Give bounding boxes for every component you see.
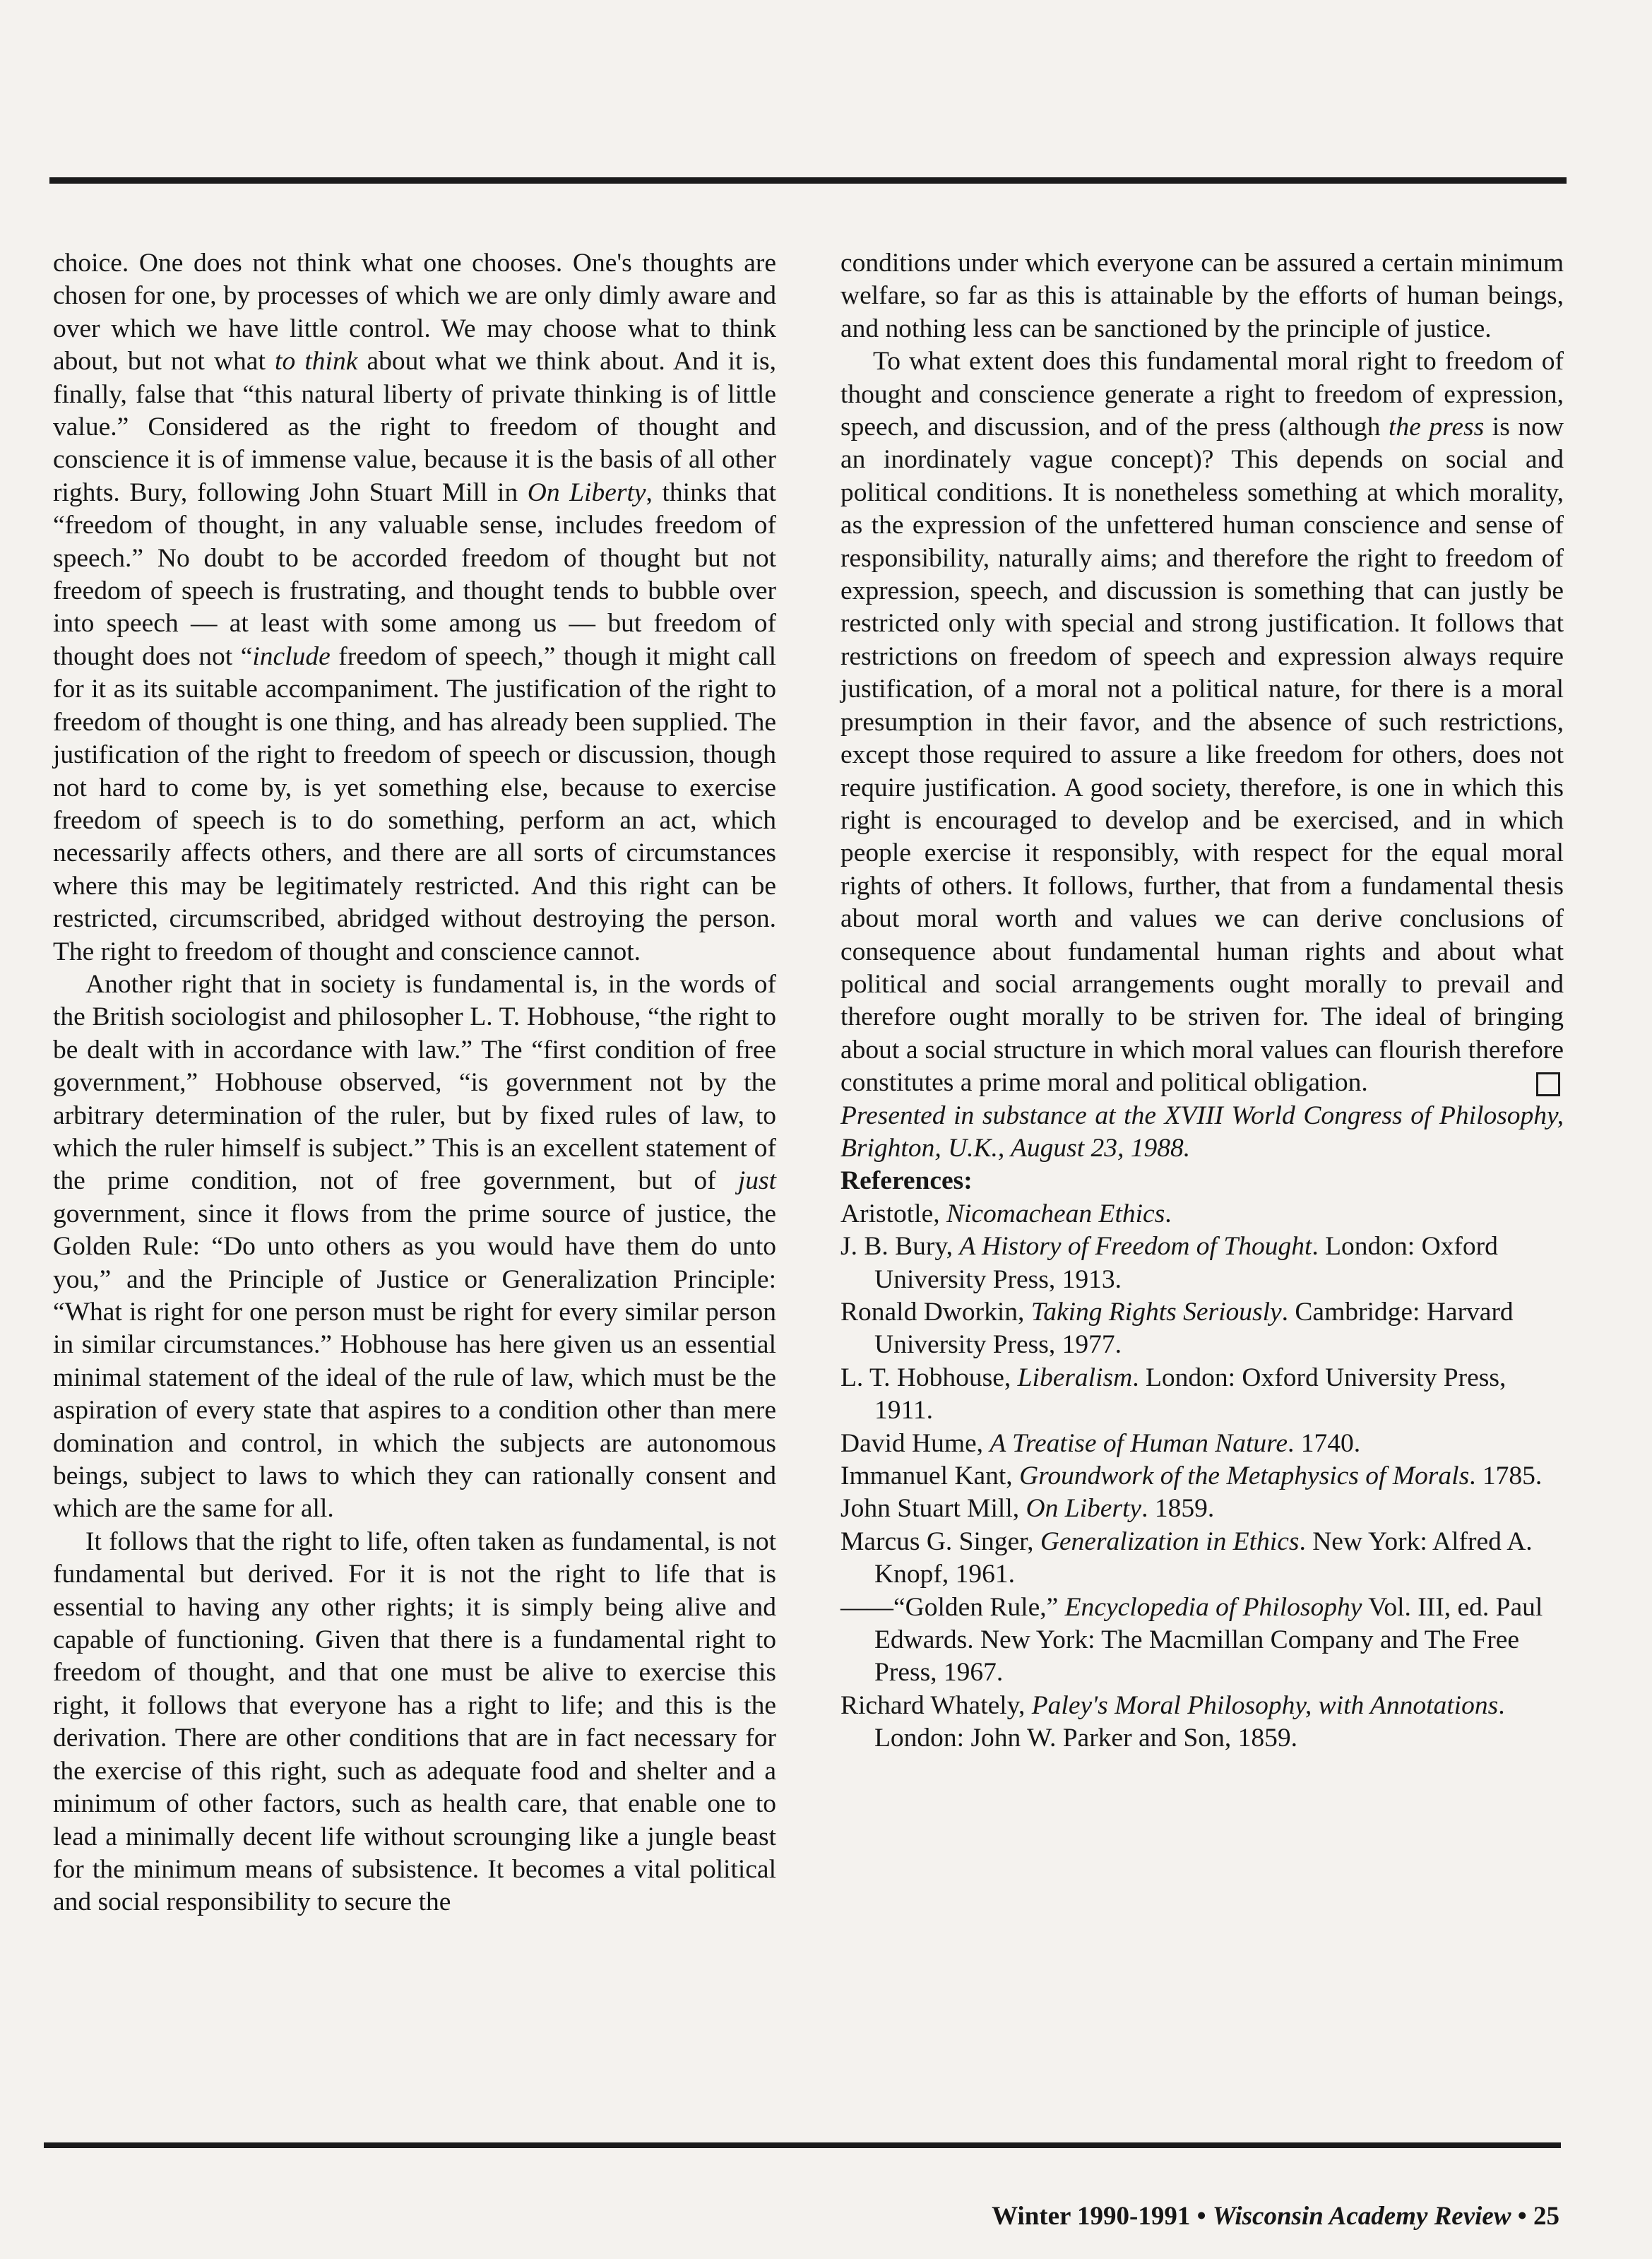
left-paragraph-2: Another right that in society is fundamental is, in the words of the British sociologist and philosopher L. T. Hobhouse, “the right to be dealt with in accordance with law.” The “first condition of free government,” Hobhouse observed, “is government not by the arbitrary determination of the ruler, but by fixed rules of law, to which the ruler himself is subject.” This is an excellent statement of the prime condition, not of free government, but of just government, since it flows from the prime source of justice, the Golden Rule: “Do unto others as you would have them do unto you,” and the Principle of Justice or Generalization Principle: “What is right for one person must be right for every similar person in similar circumstances.” Hobhouse has here given us an essential minimal statement of the ideal of the rule of law, which must be the aspiration of every state that aspires to a condition other than mere domination and control, in which the subjects are autonomous beings, subject to laws to which they can rationally consent and which are the same for all. xyxy=(53,969,776,1524)
top-rule xyxy=(49,177,1567,184)
page-number: 25 xyxy=(1533,2202,1559,2231)
right-paragraph-2: To what extent does this fundamental moral right to freedom of thought and conscience generate a right to freedom of expression, speech, and discussion, and of the press (although the press is now an inordinately vague concept)? This depends on social and political conditions. It is nonetheless something at which morality, as the expression of the unfettered human conscience and sense of responsibility, naturally aims; and therefore the right to freedom of expression, speech, and discussion is something that can justly be restricted only with special and strong justification. It follows that restrictions on freedom of speech and expression always require justification, of a moral not a political nature, for there is a moral presumption in their favor, and the absence of such restrictions, except those required to assure a like freedom for others, does not require justification. A good society, therefore, is one in which this right is encouraged to develop and be exercised, and in which people exercise it responsibly, with respect for the equal moral rights of others. It follows, further, that from a fundamental thesis about moral worth and values we can derive conclusions of consequence about fundamental human rights and about what political and social arrangements ought morally to prevail and therefore ought morally to be striven for. The ideal of bringing about a social structure in which moral values can flourish therefore constitutes a prime moral and political obligation. xyxy=(840,347,1564,1098)
references-heading: References: xyxy=(840,1166,973,1196)
reference-item: Richard Whately, Paley's Moral Philosophy, with Annotations. London: John W. Parker and Son, 1859. xyxy=(840,1690,1505,1753)
reference-item: ——“Golden Rule,” Encyclopedia of Philosophy Vol. III, ed. Paul Edwards. New York: The Macmillan Company and The Free Press, 1967. xyxy=(840,1592,1543,1688)
reference-item: J. B. Bury, A History of Freedom of Thought. London: Oxford University Press, 1913. xyxy=(840,1232,1498,1294)
reference-item: John Stuart Mill, On Liberty. 1859. xyxy=(840,1494,1215,1524)
reference-item: Aristotle, Nicomachean Ethics. xyxy=(840,1199,1172,1228)
right-column xyxy=(840,247,1564,1755)
left-column xyxy=(53,247,776,1919)
references-list xyxy=(840,1198,1564,1755)
page-footer: Winter 1990-1991 • Wisconsin Academy Review • 25 xyxy=(992,2202,1559,2231)
reference-item: David Hume, A Treatise of Human Nature. 1740. xyxy=(840,1428,1361,1458)
reference-item: Marcus G. Singer, Generalization in Ethics. New York: Alfred A. Knopf, 1961. xyxy=(840,1526,1533,1589)
presentation-note: Presented in substance at the XVIII World Congress of Philosophy, Brighton, U.K., August 23, 1988. xyxy=(840,1101,1564,1163)
right-paragraph-1: conditions under which everyone can be assured a certain minimum welfare, so far as this is attainable by the efforts of human beings, and nothing less can be sanctioned by the principle of justice. xyxy=(840,249,1564,343)
left-paragraph-1: choice. One does not think what one chooses. One's thoughts are chosen for one, by processes of which we are only dimly aware and over which we have little control. We may choose what to think about, but not what to think about what we think about. And it is, finally, false that “this natural liberty of private thinking is of little value.” Considered as the right to freedom of thought and conscience it is of immense value, because it is the basis of all other rights. Bury, following John Stuart Mill in On Liberty, thinks that “freedom of thought, in any valuable sense, includes freedom of speech.” No doubt to be accorded freedom of thought but not freedom of speech is frustrating, and thought tends to bubble over into speech — at least with some among us — but freedom of thought does not “include freedom of speech,” though it might call for it as its suitable accompaniment. The justification of the right to freedom of thought is one thing, and has already been supplied. The justification of the right to freedom of speech or discussion, though not hard to come by, is yet something else, because to exercise freedom of speech is to do something, perform an act, which necessarily affects others, and there are all sorts of circumstances where this may be legitimately restricted. And this right can be restricted, circumscribed, abridged without destroying the person. The right to freedom of thought and conscience cannot. xyxy=(53,249,777,966)
reference-item: Ronald Dworkin, Taking Rights Seriously. Cambridge: Harvard University Press, 1977. xyxy=(840,1298,1514,1360)
left-paragraph-3: It follows that the right to life, often taken as fundamental, is not fundamental but derived. For it is not the right to life that is essential to having any other rights; it is simply being alive and capable of functioning. Given that there is a fundamental right to freedom of thought, and that one must be alive to exercise this right, it follows that everyone has a right to life; and this is the derivation. There are other conditions that are in fact necessary for the exercise of this right, such as adequate food and shelter and a minimum of other factors, such as health care, that enable one to lead a minimally decent life without scrounging like a jungle beast for the minimum means of subsistence. It becomes a vital political and social responsibility to secure the xyxy=(53,1526,776,1917)
reference-item: L. T. Hobhouse, Liberalism. London: Oxford University Press, 1911. xyxy=(840,1363,1507,1425)
end-of-article-square-icon xyxy=(1536,1072,1560,1096)
reference-item: Immanuel Kant, Groundwork of the Metaphysics of Morals. 1785. xyxy=(840,1461,1543,1491)
bottom-rule xyxy=(44,2142,1561,2148)
